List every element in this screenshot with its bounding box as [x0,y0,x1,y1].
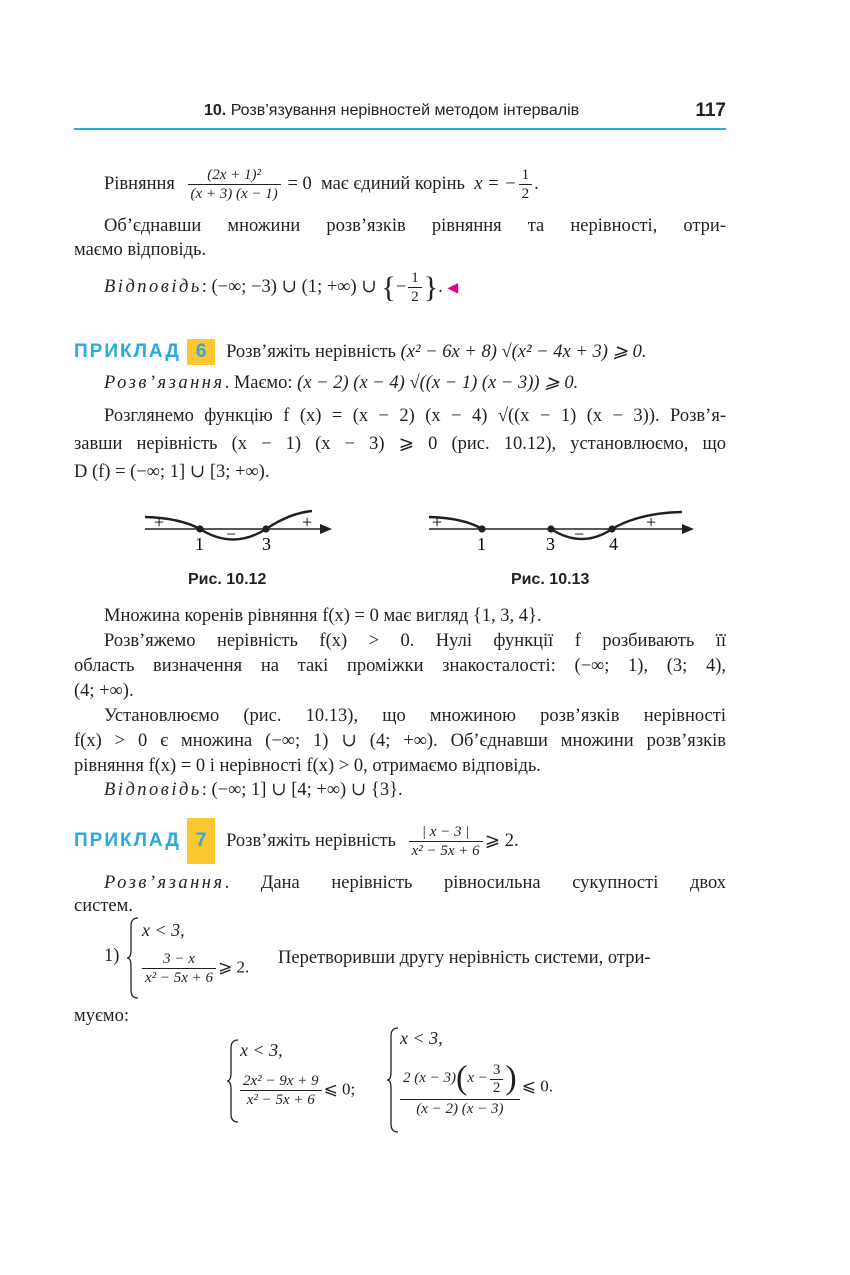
math: 2 (x − 3) [403,1070,457,1086]
running-header [74,98,726,130]
math: x − [467,1070,488,1086]
tick-label-3: 3 [546,534,555,554]
chapter-title [204,102,579,120]
fraction-numerator: 1 [408,269,422,288]
system-brace [126,916,140,1000]
paragraph-line: f(x) > 0 є множина (−∞; 1) ∪ (4; +∞). Об’єднавши множини розв’язків [74,731,726,751]
fraction-numerator: 2x² − 9x + 9 [240,1072,322,1091]
axis-arrow-icon [320,524,332,534]
point-3 [262,525,269,532]
system-row [398,1058,553,1118]
system-row: x < 3, [400,1028,443,1048]
tick-label-1: 1 [195,534,204,554]
paragraph-line: Розв’яжемо нерівність f(x) > 0. Нулі функції f розбивають її [104,631,726,651]
text: Рівняння [104,174,175,194]
paragraph-line: маємо відповідь. [74,240,207,260]
fraction-denominator: x² − 5x + 6 [145,970,214,986]
paragraph-line: Перетворивши другу нерівність системи, отри- [278,948,651,968]
text: = 0 [287,174,312,194]
system-row: x < 3, [142,920,185,940]
answer-line [74,778,726,802]
system-row [140,950,249,987]
fraction [142,950,216,987]
figure-caption-10-12: Рис. 10.12 [188,571,267,588]
fraction [400,1058,520,1118]
fraction [490,1061,504,1096]
fraction-denominator: 2 [492,1080,501,1097]
text: : [201,277,207,297]
fraction [409,823,483,860]
tick-label-4: 4 [609,534,618,554]
example-number: 6 [187,339,216,365]
fraction-denominator: (x + 3) (x − 1) [190,186,278,203]
solution-6-line [74,371,726,395]
paragraph-line: Множина коренів рівняння f(x) = 0 має вигляд {1, 3, 4}. [104,606,542,626]
paragraph-line: Установлюємо (рис. 10.13), що множиною розв’язків нерівності [104,706,726,726]
sign-minus: − [226,524,237,544]
chapter-number: 10. [204,102,227,119]
fraction-denominator: x² − 5x + 6 [411,843,480,860]
text: Розв’яжіть нерівність [226,342,396,362]
fraction-numerator: 3 [490,1061,504,1080]
paragraph-line: муємо: [74,1006,129,1026]
fraction-denominator: 2 [411,289,419,306]
point-4 [608,525,615,532]
figure-caption-10-13: Рис. 10.13 [511,571,590,588]
text: . Маємо: [224,373,293,393]
math: (x − 2) (x − 4) √((x − 1) (x − 3)) ⩾ 0. [297,373,579,393]
paragraph-line: рівняння f(x) = 0 і нерівності f(x) > 0, отримаємо відповідь. [74,756,541,776]
fraction [240,1072,322,1109]
figure-10-12 [140,505,340,555]
math: ⩽ 0; [323,1079,356,1099]
text: Розв’яжіть нерівність [226,831,396,851]
math: ⩾ 2. [484,831,519,851]
solution-label: Розв’язання [104,373,225,393]
example-7-heading [74,818,726,864]
text: . [534,174,539,194]
tick-label-3: 3 [262,534,271,554]
point-1 [478,525,485,532]
sign-plus-right: + [646,512,657,532]
fraction-denominator: (x − 2) (x − 3) [416,1100,504,1117]
brace: } [423,270,439,304]
sign-minus: − [574,524,585,544]
answer-label: Відповідь [104,277,202,297]
solution-label: Розв’язання [104,873,225,893]
fraction-denominator: 2 [521,186,530,203]
point-3 [547,525,554,532]
page-number: 117 [695,100,726,121]
fraction-numerator: 3 − x [142,950,216,969]
math: ⩾ 2. [218,957,250,977]
example-label: ПРИКЛАД [74,830,181,851]
point-1 [196,525,203,532]
system-row [238,1072,355,1109]
figure-10-13 [424,505,704,555]
tick-label-1: 1 [477,534,486,554]
example-6-heading [74,339,726,365]
chapter-title-text: Розв’язування нерівностей методом інтервалів [230,102,580,119]
sign-plus-right: + [302,512,313,532]
brace: { [381,270,396,304]
fraction-numerator: | x − 3 | [409,823,483,842]
text: має єдиний корінь [321,174,465,194]
axis-arrow-icon [682,524,694,534]
paren: ( [456,1059,468,1097]
case-number: 1) [104,946,120,966]
math: : (−∞; 1] ∪ [4; +∞) ∪ {3}. [201,780,403,800]
paragraph-line: область визначення на такі проміжки знакосталості: (−∞; 1), (3; 4), [74,656,726,676]
example-number: 7 [187,818,216,864]
paragraph-line: систем. [74,896,133,916]
fraction [188,166,281,203]
math: ⩽ 0. [521,1076,553,1096]
example-label: ПРИКЛАД [74,341,181,362]
paragraph-equation-root [74,158,726,210]
fraction [408,269,422,306]
math: − [395,277,407,297]
fraction-numerator: 1 [519,166,533,185]
system-row: x < 3, [240,1040,283,1060]
end-of-solution-marker-icon: ◀ [447,281,459,296]
paragraph-line: завши нерівність (x − 1) (x − 3) ⩾ 0 (рис. 10.12), установлюємо, що [74,434,726,454]
fraction [519,166,533,203]
text: . Дана нерівність рівносильна сукупності двох [224,873,726,893]
solution-7-line [74,871,726,895]
answer-line [74,262,726,314]
paragraph-line: D (f) = (−∞; 1] ∪ [3; +∞). [74,462,270,482]
paragraph-line: Розглянемо функцію f (x) = (x − 2) (x − 4) √((x − 1) (x − 3)). Розв’я- [104,406,726,426]
text: . [438,277,443,297]
fraction-numerator [400,1058,520,1100]
answer-label: Відповідь [104,780,202,800]
math: (x² − 6x + 8) √(x² − 4x + 3) ⩾ 0. [400,342,647,362]
math: (−∞; −3) ∪ (1; +∞) ∪ [211,277,377,297]
math: x = − [474,174,517,194]
sign-plus-left: + [154,512,165,532]
paren: ) [505,1059,517,1097]
fraction-numerator: (2x + 1)² [188,166,281,185]
fraction-denominator: x² − 5x + 6 [246,1092,315,1108]
paragraph-line: (4; +∞). [74,681,134,701]
paragraph-line: Об’єднавши множини розв’язків рівняння та нерівності, отри- [104,216,726,236]
sign-plus-left: + [432,512,443,532]
